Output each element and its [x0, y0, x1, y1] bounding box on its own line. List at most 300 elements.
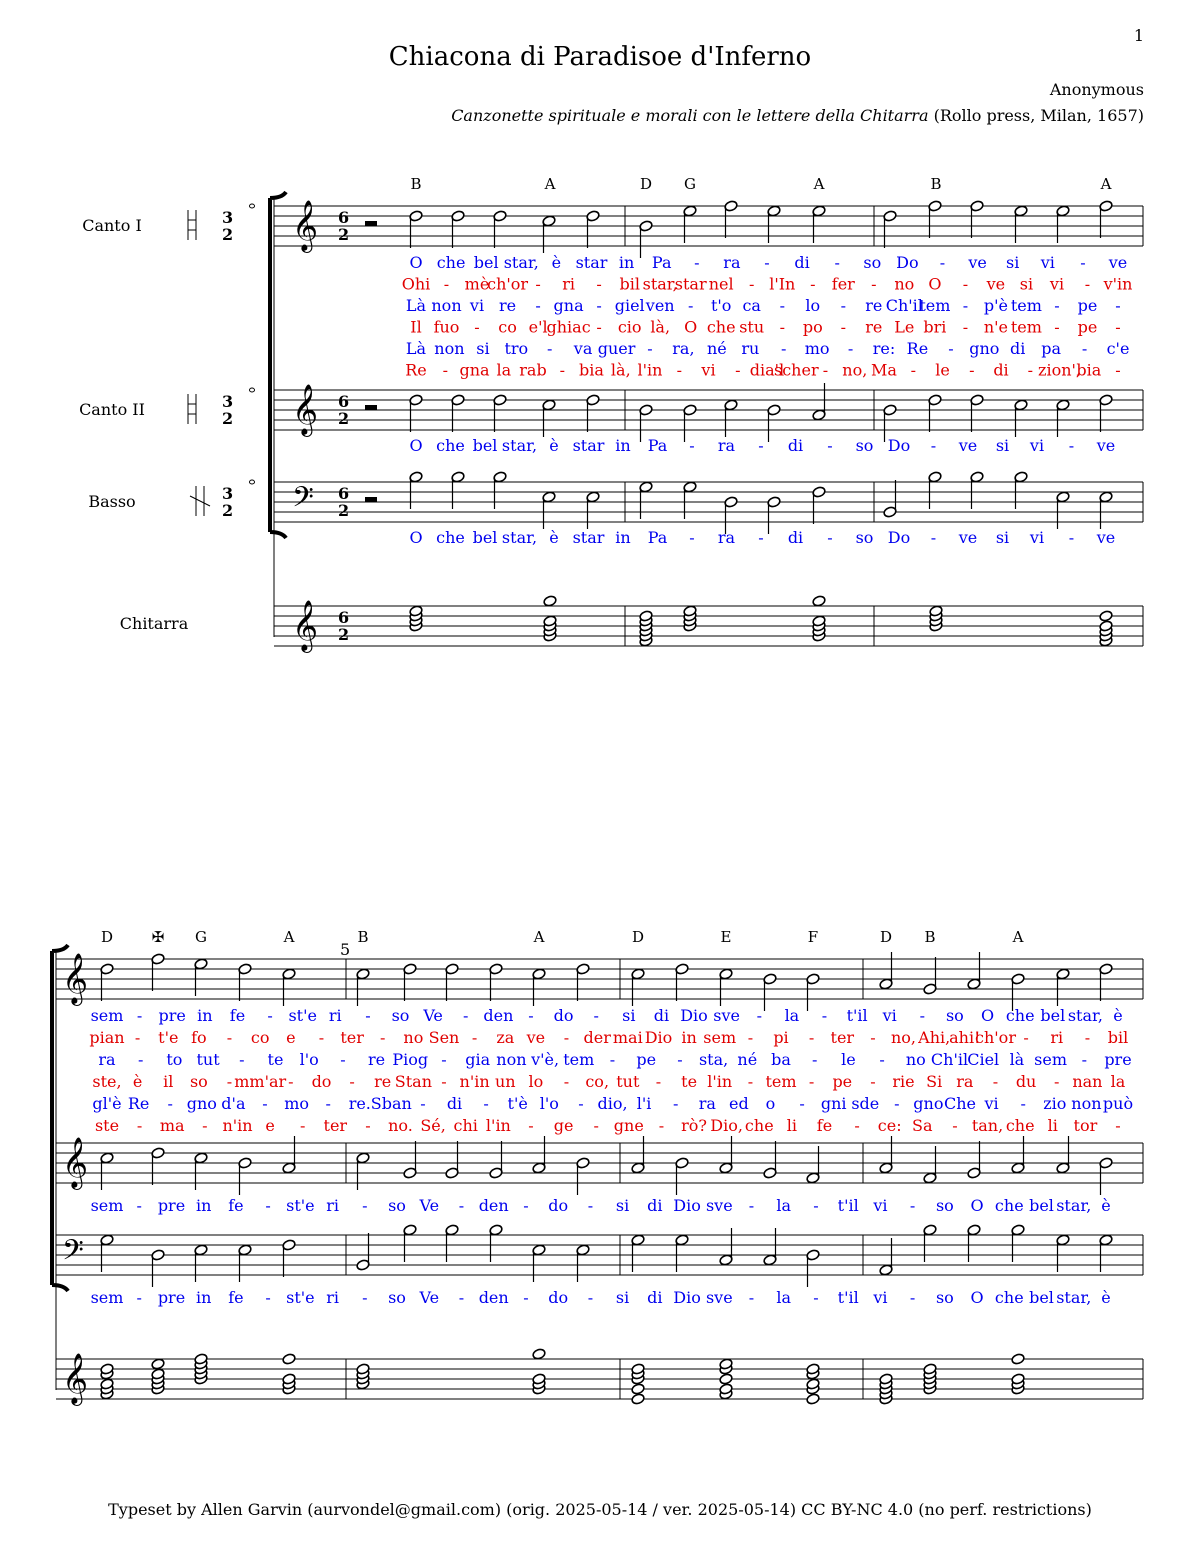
lyric-syllable: t'e — [158, 1028, 179, 1047]
lyric-syllable: Ve — [423, 1006, 443, 1025]
lyric-syllable: - — [535, 274, 541, 294]
lyric-syllable: - — [1084, 274, 1091, 294]
lyric-syllable: - — [658, 1116, 665, 1135]
lyric-syllable: c'e — [1106, 339, 1130, 358]
lyric-syllable: Le — [894, 317, 915, 337]
note — [923, 1146, 937, 1184]
lyric-syllable: Ma — [871, 360, 897, 380]
lyric-syllable: - — [474, 317, 480, 337]
lyric-syllable: ra — [698, 1094, 716, 1113]
lyric-syllable: è — [1101, 1196, 1111, 1215]
chord-letter: D — [639, 175, 653, 193]
lyric-syllable: - — [758, 436, 764, 455]
lyric-syllable: - — [458, 1196, 465, 1215]
lyric-syllable: ahi! — [949, 1028, 981, 1047]
staff-basso-s2 — [56, 1234, 1143, 1275]
lyric-syllable: vi — [882, 1006, 897, 1025]
svg-text:𝄞: 𝄞 — [62, 1137, 89, 1188]
svg-text:3: 3 — [222, 208, 234, 227]
note — [586, 394, 600, 432]
lyric-syllable: bil — [1107, 1028, 1129, 1047]
system-1-bracket — [270, 192, 286, 538]
lyric-syllable: - — [1068, 528, 1075, 547]
lyric-syllable: der — [583, 1028, 611, 1047]
note — [631, 1234, 645, 1272]
lyric-syllable: gna — [553, 296, 584, 315]
lyric-syllable: star — [572, 528, 605, 547]
lyric-syllable: né — [707, 339, 727, 358]
lyric-syllable: e — [286, 1028, 296, 1047]
note — [403, 1224, 417, 1262]
lyric-syllable: - — [559, 360, 566, 380]
lyric-syllable: - — [919, 1006, 926, 1025]
lyric-syllable: mai — [612, 1028, 643, 1047]
lyric-syllable: di — [647, 1196, 663, 1215]
lyric-syllable: - — [748, 1288, 755, 1307]
lyric-syllable: bia — [1076, 360, 1102, 380]
lyric-syllable: star, — [503, 253, 539, 272]
note — [806, 1393, 820, 1405]
lyric-syllable: - — [822, 360, 829, 380]
lyric-syllable: Ve — [419, 1288, 440, 1307]
lyric-syllable: di — [446, 1094, 463, 1113]
lyric-syllable: là — [1009, 1050, 1025, 1069]
svg-text:𝄢: 𝄢 — [62, 1234, 84, 1274]
note — [767, 496, 781, 534]
footer-copyright: Typeset by Allen Garvin (aurvondel@gmail.com) (orig. 2025-05-14 / ver. 2025-05-14) CC BY-NC 4.0 (no perf. restrictions) — [108, 1500, 1092, 1519]
lyric-syllable: o — [765, 1094, 776, 1113]
lyric-syllable: Ciel — [967, 1050, 1000, 1069]
note — [282, 968, 296, 1006]
lyric-syllable: ri — [326, 1288, 339, 1307]
svg-text:𝄞: 𝄞 — [62, 953, 89, 1004]
chord-letter: F — [807, 928, 819, 946]
lyric-syllable: star, — [1056, 1288, 1092, 1307]
lyric-syllable: bel — [472, 528, 498, 547]
lyric-syllable: di — [647, 1288, 663, 1307]
lyric-syllable: tem — [765, 1072, 797, 1091]
lyric-syllable: do — [548, 1196, 569, 1215]
incipit-basso — [190, 480, 255, 520]
chord-letters-layer — [101, 175, 1112, 946]
lyric-syllable: li — [786, 1116, 798, 1135]
lyric-syllable: che — [994, 1196, 1024, 1215]
note — [194, 1152, 208, 1190]
note — [806, 1146, 820, 1184]
lyric-syllable: vi — [469, 296, 485, 315]
note — [489, 1224, 503, 1262]
lyric-syllable: - — [442, 360, 449, 380]
source-title: Canzonette spirituale e morali con le lettere della Chitarra — [451, 106, 929, 125]
lyric-syllable: pre — [1104, 1050, 1132, 1069]
lyric-syllable: in — [615, 436, 631, 455]
lyric-syllable: co — [250, 1028, 270, 1047]
lyric-syllable: - — [735, 360, 741, 380]
lyric-syllable: d'a — [221, 1094, 246, 1113]
lyric-syllable: ru — [741, 339, 760, 358]
lyric-syllable: Dio — [673, 1288, 701, 1307]
lyric-syllable: - — [1080, 253, 1086, 272]
note — [409, 394, 423, 432]
lyric-syllable: no. — [388, 1116, 413, 1135]
lyric-syllable: - — [879, 1050, 885, 1069]
lyric-syllable: in — [681, 1028, 697, 1047]
note — [1099, 1234, 1113, 1272]
lyric-syllable: no — [894, 274, 915, 294]
lyric-syllable: - — [840, 317, 847, 337]
note — [356, 1152, 370, 1190]
lyric-syllable: si — [1006, 253, 1020, 272]
lyric-syllable: - — [1054, 317, 1060, 337]
lyric-syllable: Ohi — [401, 274, 431, 294]
lyric-syllable: ve — [1108, 253, 1128, 272]
note — [194, 958, 208, 996]
lyric-syllable: - — [799, 1094, 805, 1113]
lyric-syllable: - — [1053, 1072, 1060, 1091]
staff-canto-2-s1 — [274, 384, 1143, 437]
lyric-syllable: l'In — [769, 274, 796, 294]
chord-letter: D — [879, 928, 893, 946]
lyric-syllable: - — [137, 1050, 144, 1069]
lyric-syllable: - — [325, 1094, 331, 1113]
lyric-syllable: - — [834, 253, 840, 272]
lyric-syllable: - — [764, 253, 770, 272]
note — [1056, 205, 1070, 243]
lyric-syllable: sta, — [698, 1050, 729, 1069]
lyric-syllable: - — [779, 296, 786, 315]
lyric-syllable: giel — [614, 296, 645, 315]
lyric-syllable: bel — [1040, 1006, 1066, 1025]
note — [928, 200, 942, 238]
chord-letter: B — [924, 928, 936, 946]
note — [631, 968, 645, 1006]
half-rest — [365, 405, 377, 410]
lyric-syllable: to — [166, 1050, 183, 1069]
note — [532, 968, 546, 1006]
lyric-syllable: - — [969, 360, 975, 380]
source-detail: (Rollo press, Milan, 1657) — [928, 106, 1144, 125]
lyric-syllable: Là — [405, 296, 427, 315]
lyric-syllable: - — [779, 317, 786, 337]
lyric-syllable: - — [441, 1050, 447, 1069]
svg-text:6: 6 — [338, 484, 350, 503]
note — [719, 968, 733, 1006]
note — [238, 1157, 252, 1195]
staff-basso-s1 — [274, 481, 1143, 522]
lyric-syllable: gne — [613, 1116, 644, 1135]
lyric-syllable: fo — [191, 1028, 207, 1047]
chord-letter: E — [720, 928, 732, 946]
chord-letter: A — [283, 928, 295, 946]
lyric-syllable: - — [689, 436, 695, 455]
lyric-syllable: - — [136, 1006, 143, 1025]
lyric-syllable: pe — [832, 1072, 853, 1091]
lyric-syllable: O — [409, 528, 423, 547]
lyric-syllable: fe — [228, 1196, 244, 1215]
lyric-syllable: Do — [896, 253, 919, 272]
lyric-syllable: star — [674, 274, 707, 294]
lyric-syllable: do — [553, 1006, 574, 1025]
note — [493, 210, 507, 248]
note — [493, 471, 507, 509]
lyric-syllable: fe — [229, 1006, 246, 1025]
lyric-syllable: gni — [820, 1094, 847, 1113]
lyric-syllable: Ahi, — [918, 1028, 951, 1047]
svg-text:2: 2 — [338, 625, 350, 644]
note — [1014, 471, 1028, 509]
lyric-syllable: zio — [1043, 1094, 1067, 1113]
lyric-syllable: non — [434, 339, 465, 358]
note — [923, 957, 937, 995]
lyric-syllable: - — [136, 1288, 142, 1307]
lyric-syllable: ve — [1096, 528, 1116, 547]
note — [967, 952, 981, 990]
lyric-syllable: - — [870, 1072, 876, 1091]
note — [1099, 394, 1113, 432]
note — [1014, 399, 1028, 437]
note — [403, 963, 417, 1001]
note — [151, 953, 165, 991]
lyric-syllable: star, — [642, 274, 678, 294]
note — [967, 1224, 981, 1262]
lyric-syllable: Pa — [647, 436, 668, 455]
lyric-syllable: t'il — [837, 1288, 859, 1307]
lyric-syllable: - — [748, 1196, 755, 1215]
lyric-syllable: tem — [1010, 296, 1042, 315]
lyric-syllable: vi — [1049, 274, 1065, 294]
lyric-syllable: ce: — [877, 1116, 902, 1135]
note — [806, 973, 820, 1011]
note — [1014, 205, 1028, 243]
lyric-syllable: sve — [705, 1196, 733, 1215]
lyric-syllable: si — [995, 528, 1010, 547]
lyric-syllable: tan, — [971, 1116, 1004, 1135]
lyric-syllable: v'è, — [531, 1050, 560, 1069]
lyric-syllable: l'o — [539, 1094, 559, 1113]
lyric-syllable: la — [496, 360, 512, 380]
lyric-syllable: t'il — [846, 1006, 868, 1025]
lyric-syllable: - — [528, 1006, 534, 1025]
lyric-syllable: pe — [636, 1050, 657, 1069]
lyric-syllable: - — [379, 1028, 386, 1047]
lyric-syllable: ra — [717, 528, 736, 547]
lyric-syllable: Dio — [680, 1006, 708, 1025]
note — [151, 1249, 165, 1287]
lyric-syllable: è — [132, 1072, 143, 1091]
half-rest — [365, 221, 377, 226]
svg-text:3: 3 — [222, 484, 234, 503]
lyric-syllable: - — [458, 1288, 465, 1307]
lyric-syllable: - — [523, 1288, 529, 1307]
lyric-syllable: non — [1071, 1094, 1102, 1113]
lyric-syllable: star, — [1056, 1196, 1092, 1215]
lyric-syllable: do — [311, 1072, 332, 1091]
lyric-syllable: - — [596, 274, 602, 294]
lyric-syllable: n'in — [222, 1116, 253, 1135]
lyric-syllable: - — [420, 1094, 426, 1113]
lyric-syllable: là, — [610, 360, 631, 380]
lyric-syllable: le — [841, 1050, 856, 1069]
lyric-syllable: sem — [90, 1196, 124, 1215]
lyric-syllable: che — [1005, 1006, 1035, 1025]
lyric-syllable: Il — [410, 317, 422, 337]
lyric-syllable: pre — [157, 1196, 186, 1215]
note — [451, 210, 465, 248]
note — [631, 1136, 645, 1174]
note — [493, 394, 507, 432]
lyric-syllable: - — [808, 1072, 815, 1091]
lyric-syllable: - — [265, 1196, 271, 1215]
lyric-syllable: - — [593, 1116, 599, 1135]
half-rest — [365, 497, 377, 502]
lyric-syllable: Là — [405, 339, 427, 358]
lyric-syllable: star — [575, 253, 608, 272]
lyric-syllable: - — [288, 1072, 294, 1091]
lyric-syllable: - — [847, 339, 854, 358]
lyric-syllable: li — [1047, 1116, 1058, 1135]
lyric-syllable: - — [349, 1072, 355, 1091]
note — [356, 1233, 370, 1271]
lyric-syllable: so — [935, 1196, 954, 1215]
note — [767, 205, 781, 243]
lyric-syllable: non — [431, 296, 462, 315]
lyric-syllable: scher — [774, 360, 819, 380]
chord-letter: A — [1100, 175, 1112, 193]
note — [923, 1224, 937, 1262]
lyric-syllable: fuo — [433, 317, 460, 337]
note — [683, 205, 697, 243]
lyric-syllable: ve — [986, 274, 1006, 294]
lyric-syllable: Pa — [647, 528, 668, 547]
lyric-syllable: tut — [616, 1072, 640, 1091]
lyric-syllable: pre — [158, 1006, 186, 1025]
lyric-syllable: - — [535, 296, 541, 315]
lyric-syllable: cio — [617, 317, 642, 337]
lyric-syllable: l'in — [485, 1116, 511, 1135]
note — [238, 963, 252, 1001]
lyric-syllable: è — [549, 528, 559, 547]
lyric-syllable: so — [945, 1006, 964, 1025]
lyric-syllable: - — [1084, 1028, 1091, 1047]
chord-letter: B — [357, 928, 369, 946]
note — [631, 1393, 645, 1405]
lyric-syllable: - — [318, 1028, 325, 1047]
lyric-syllable: un — [494, 1072, 516, 1091]
lyric-syllable: Pa — [651, 253, 672, 272]
lyric-syllable: si — [615, 1288, 630, 1307]
chord-letter: A — [1012, 928, 1024, 946]
lyric-syllable: - — [362, 1196, 368, 1215]
note — [542, 399, 556, 437]
lyric-syllable: la — [1110, 1072, 1126, 1091]
svg-text:𝄢: 𝄢 — [292, 481, 314, 521]
lyric-syllable: ri — [328, 1006, 342, 1025]
lyric-syllable: so — [189, 1072, 208, 1091]
lyric-syllable: t'è — [507, 1094, 528, 1113]
lyric-syllable: - — [647, 339, 653, 358]
lyric-syllable: sem — [90, 1006, 124, 1025]
lyric-syllable: - — [202, 1116, 208, 1135]
lyric-syllable: re — [499, 296, 517, 315]
lyric-syllable: - — [1020, 1094, 1026, 1113]
lyric-syllable: che — [436, 436, 465, 455]
lyric-syllable: st'e — [286, 1288, 315, 1307]
lyric-syllable: re — [865, 317, 883, 337]
lyric-syllable: O — [970, 1288, 984, 1307]
lyric-syllable: - — [462, 1006, 469, 1025]
lyric-syllable: no — [905, 1050, 926, 1069]
chord-letter: G — [195, 928, 207, 946]
note — [451, 394, 465, 432]
lyric-syllable: - — [546, 339, 553, 358]
lyric-syllable: si — [995, 436, 1010, 455]
lyric-syllable: si — [476, 339, 490, 358]
lyric-syllable: - — [808, 1028, 815, 1047]
lyric-syllable: - — [528, 1116, 534, 1135]
lyric-syllable: Re — [906, 339, 929, 358]
lyric-syllable: di — [653, 1006, 670, 1025]
note — [151, 1358, 165, 1370]
lyric-syllable: - — [854, 1116, 860, 1135]
lyric-syllable: - — [930, 528, 937, 547]
note — [812, 595, 826, 607]
lyric-syllable: so — [388, 1196, 406, 1215]
note — [1099, 610, 1113, 622]
lyric-syllable: mo — [804, 339, 830, 358]
lyric-syllable: so — [855, 436, 874, 455]
instrument-name-chitarra: Chitarra — [119, 614, 189, 633]
svg-text:2: 2 — [222, 501, 234, 520]
lyric-syllable: rie — [892, 1072, 915, 1091]
note — [489, 1141, 503, 1179]
lyric-syllable: - — [962, 317, 969, 337]
lyric-syllable: di — [787, 436, 804, 455]
composer: Anonymous — [1049, 80, 1144, 99]
lyric-syllable: - — [747, 1028, 754, 1047]
lyric-syllable: no, — [842, 360, 868, 380]
lyric-syllable: di — [794, 253, 810, 272]
note — [812, 486, 826, 524]
note — [1056, 399, 1070, 437]
lyric-syllable: in — [195, 1288, 212, 1307]
note — [1099, 200, 1113, 238]
lyric-syllable: lo — [805, 296, 821, 315]
lyric-syllable: tem — [1010, 317, 1042, 337]
lyric-syllable: sve — [705, 1288, 733, 1307]
lyric-syllable: - — [962, 296, 969, 315]
lyric-syllable: tut — [196, 1050, 220, 1069]
lyric-syllable: sem — [90, 1288, 124, 1307]
note — [542, 215, 556, 253]
note — [639, 481, 653, 519]
lyric-syllable: re — [865, 296, 883, 315]
lyric-syllable: vi — [873, 1288, 888, 1307]
lyric-syllable: ter — [830, 1028, 855, 1047]
lyric-syllable: è — [1101, 1288, 1111, 1307]
lyric-syllable: Re — [405, 360, 427, 380]
lyric-syllable: zion', — [1038, 360, 1081, 380]
lyric-syllable: - — [930, 436, 937, 455]
lyric-syllable: l'i — [636, 1094, 652, 1113]
lyrics-layer — [89, 253, 1133, 1307]
note — [576, 963, 590, 1001]
lyric-syllable: che — [1005, 1116, 1035, 1135]
lyric-syllable: l'in — [707, 1072, 733, 1091]
lyric-syllable: pe — [1077, 317, 1098, 337]
lyric-syllable: in — [195, 1196, 212, 1215]
notes-layer — [100, 200, 1113, 1405]
lyric-syllable: - — [1081, 339, 1088, 358]
